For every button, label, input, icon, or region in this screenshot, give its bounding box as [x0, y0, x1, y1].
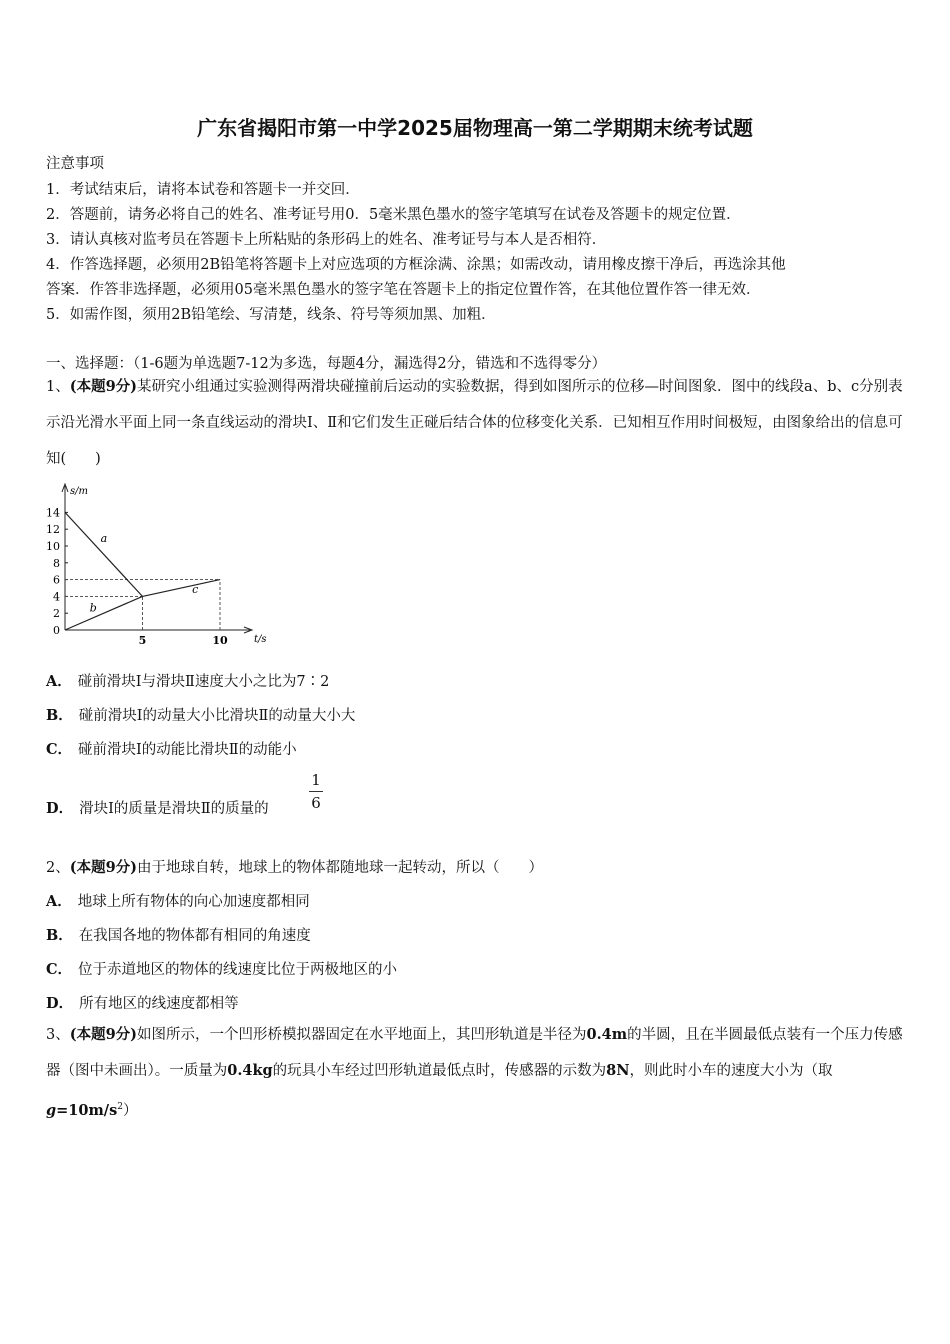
option-letter: D．: [46, 800, 74, 817]
gravity-symbol: g: [46, 1101, 57, 1119]
series-line-c: [143, 580, 221, 597]
question-1: [46, 369, 908, 477]
option-letter: B．: [46, 707, 73, 724]
option-d[interactable]: [46, 992, 239, 1013]
y-tick-label: 0: [53, 624, 60, 637]
option-a[interactable]: [46, 890, 310, 911]
option-b[interactable]: [46, 924, 311, 945]
option-text: 在我国各地的物体都有相同的角速度: [78, 928, 311, 944]
x-tick-label: 10: [212, 634, 228, 647]
question-number: 1、: [46, 379, 70, 395]
option-text: 滑块Ⅰ的质量是滑块Ⅱ的质量的: [79, 801, 269, 817]
question-text: 如图所示，一个凹形桥模拟器固定在水平地面上，其凹形轨道是半径为: [137, 1027, 587, 1043]
question-score: (本题9分): [69, 378, 138, 395]
option-letter: C．: [46, 741, 73, 758]
question-text: 由于地球自转，地球上的物体都随地球一起转动，所以（ ）: [137, 860, 544, 876]
option-a[interactable]: [46, 670, 329, 691]
question-3: [46, 1017, 908, 1129]
option-letter: D．: [46, 995, 74, 1012]
notice-heading: 注意事项: [46, 156, 104, 172]
series-line-b: [65, 596, 143, 630]
notice-item: 2．答题前，请务必将自己的姓名、准考证号用0．5毫米黑色墨水的签字笔填写在试卷及答题卡的规定位置．: [46, 207, 741, 223]
question-2: [46, 856, 543, 877]
mass-value: 0.4kg: [227, 1062, 273, 1079]
option-c[interactable]: [46, 958, 397, 979]
question-number: 2、: [46, 860, 70, 876]
y-tick-label: 4: [53, 590, 60, 604]
x-axis-label: t/s: [254, 634, 267, 645]
option-letter: C．: [46, 961, 73, 978]
notice-item: 4．作答选择题，必须用2B铅笔将答题卡上对应选项的方框涂满、涂黑；如需改动，请用橡皮擦干净后，再选涂其他: [46, 257, 786, 273]
gravity-exponent: 2: [117, 1102, 124, 1112]
option-letter: A．: [46, 893, 72, 910]
option-d[interactable]: [46, 797, 269, 818]
y-tick-label: 10: [46, 540, 60, 553]
option-c[interactable]: [46, 738, 297, 759]
fraction-numerator: 1: [311, 771, 321, 789]
series-label-b: b: [89, 601, 97, 615]
y-tick-label: 2: [53, 607, 60, 621]
y-tick-label: 12: [46, 523, 60, 537]
option-letter: B．: [46, 927, 73, 944]
question-score: (本题9分): [69, 1026, 138, 1043]
series-line-a: [65, 512, 143, 596]
option-text: 位于赤道地区的物体的线速度比位于两极地区的小: [78, 962, 398, 978]
notice-item: 3．请认真核对监考员在答题卡上所粘贴的条形码上的姓名、准考证号与本人是否相符．: [46, 232, 607, 248]
fraction-bar: [309, 791, 323, 792]
question-number: 3、: [46, 1027, 70, 1043]
y-tick-label: 14: [46, 506, 60, 520]
question-score: (本题9分): [69, 859, 138, 876]
y-tick-label: 8: [53, 556, 60, 570]
option-text: 碰前滑块Ⅰ的动能比滑块Ⅱ的动能小: [78, 742, 297, 758]
question-text: 某研究小组通过实验测得两滑块碰撞前后运动的实验数据，得到如图所示的位移—时间图象．图中的线段a、b、c分别表示沿光滑水平面上同一条直线运动的滑块Ⅰ、Ⅱ和它们发生正碰后结合体的位移变化关系．已知相互作用时间极短，由图象给出的信息可知( ): [46, 379, 903, 467]
option-text: 地球上所有物体的向心加速度都相同: [77, 894, 310, 910]
question-text: ）: [123, 1102, 138, 1119]
option-b[interactable]: [46, 704, 355, 725]
notice-item: 1．考试结束后，请将本试卷和答题卡一并交回．: [46, 182, 360, 198]
fraction-denominator: 6: [311, 794, 321, 812]
option-text: 所有地区的线速度都相等: [79, 996, 239, 1012]
section-heading: 一、选择题：（1-6题为单选题7-12为多选，每题4分，漏选得2分，错选和不选得零分）: [46, 356, 607, 372]
series-label-c: c: [192, 583, 199, 597]
notice-item: 答案．作答非选择题，必须用05毫米黑色墨水的签字笔在答题卡上的指定位置作答，在其他位置作答一律无效．: [46, 282, 761, 298]
y-axis-label: s/m: [70, 486, 88, 497]
option-letter: A．: [46, 673, 72, 690]
gravity-value: =10m/s: [56, 1101, 118, 1119]
displacement-time-chart: [40, 478, 280, 648]
x-tick-label: 5: [138, 634, 147, 647]
option-text: 碰前滑块Ⅰ的动量大小比滑块Ⅱ的动量大小大: [78, 708, 356, 724]
radius-value: 0.4m: [586, 1026, 628, 1043]
question-text: 的玩具小车经过凹形轨道最低点时，传感器的示数为: [272, 1063, 607, 1079]
fraction-one-sixth: [309, 770, 323, 813]
question-text: ，则此时小车的速度大小为（取: [629, 1063, 833, 1079]
notice-item: 5．如需作图，须用2B铅笔绘、写清楚，线条、符号等须加黑、加粗．: [46, 307, 496, 323]
question-text: 的半圆，且在半圆最低点装有一个压力传感器（图中未画出）。一质量为: [46, 1027, 903, 1079]
force-value: 8N: [606, 1062, 630, 1079]
y-tick-label: 6: [53, 573, 60, 587]
option-text: 碰前滑块Ⅰ与滑块Ⅱ速度大小之比为7∶2: [77, 674, 330, 690]
series-label-a: a: [100, 531, 108, 545]
exam-title: 广东省揭阳市第一中学2025届物理高一第二学期期末统考试题: [197, 116, 753, 140]
